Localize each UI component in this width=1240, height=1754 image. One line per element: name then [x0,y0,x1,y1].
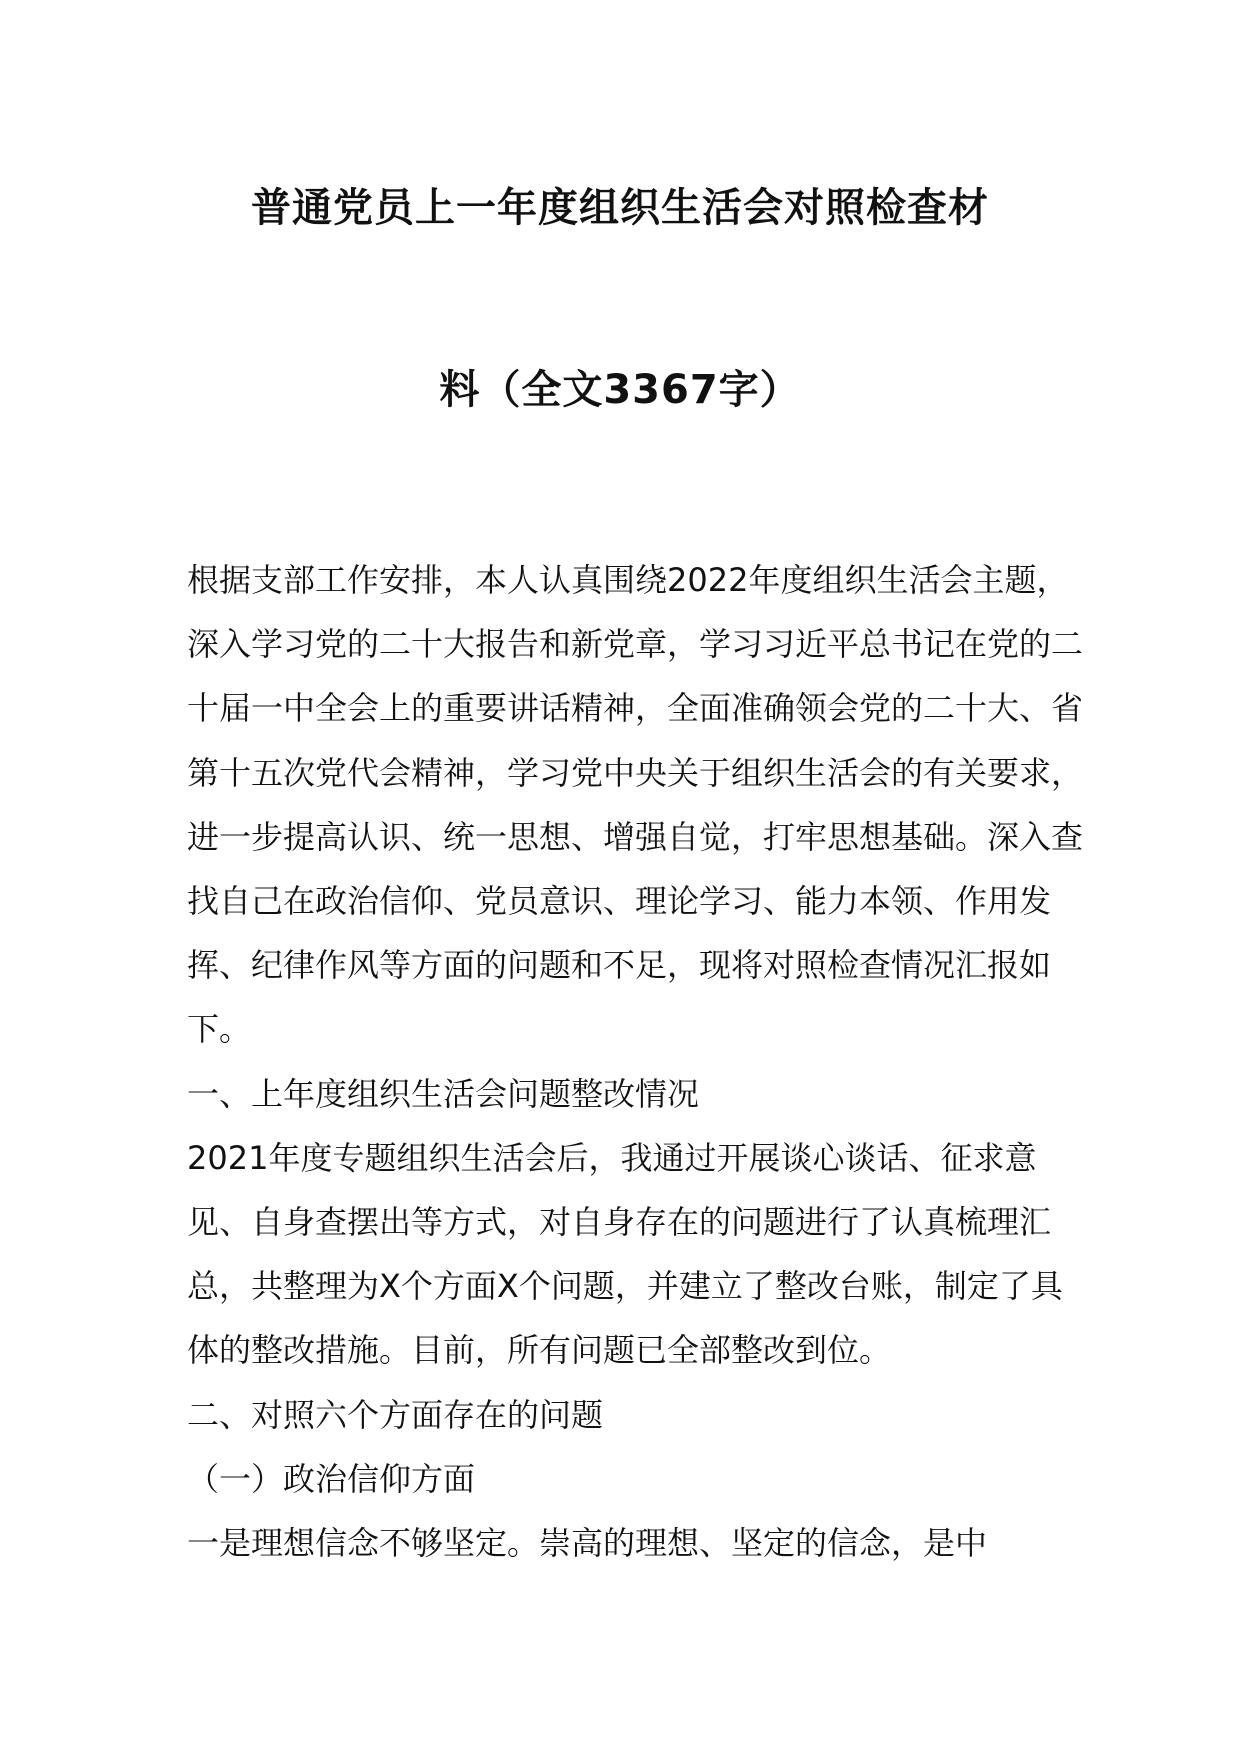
paragraph-point-1: 一是理想信念不够坚定。崇高的理想、坚定的信念，是中 [187,1524,988,1563]
paragraph-intro: 根据支部工作安排，本人认真围绕2022年度组织生活会主题，深入学习党的二十大报告和新党章，学习习近平总书记在党的二十届一中全会上的重要讲话精神，全面准确领会党的二十大、省第十五次党代会精神，学习党中央关于组织生活会的有关要求，进一步提高认识、统一思想、增强自觉，打牢思想基础。深入查找自己在政治信仰、党员意识、理论学习、能力本领、作用发挥、纪律作风等方面的问题和不足，现将对照检查情况汇报如下。 [187,561,1084,1049]
document-body [187,548,1092,1575]
subsection-heading-1: （一）政治信仰方面 [187,1459,476,1498]
section-heading-2: 二、对照六个方面存在的问题 [187,1395,604,1434]
document-title-line-1: 普通党员上一年度组织生活会对照检查材 [251,185,989,231]
section-heading-1: 一、上年度组织生活会问题整改情况 [187,1074,700,1113]
paragraph-rectification: 2021年度专题组织生活会后，我通过开展谈心谈话、征求意见、自身查摆出等方式，对自身存在的问题进行了认真梳理汇总，共整理为X个方面X个问题，并建立了整改台账，制定了具体的整改措施。目前，所有问题已全部整改到位。 [187,1138,1063,1370]
document-title-line-2: 料（全文3367字） [439,367,801,413]
